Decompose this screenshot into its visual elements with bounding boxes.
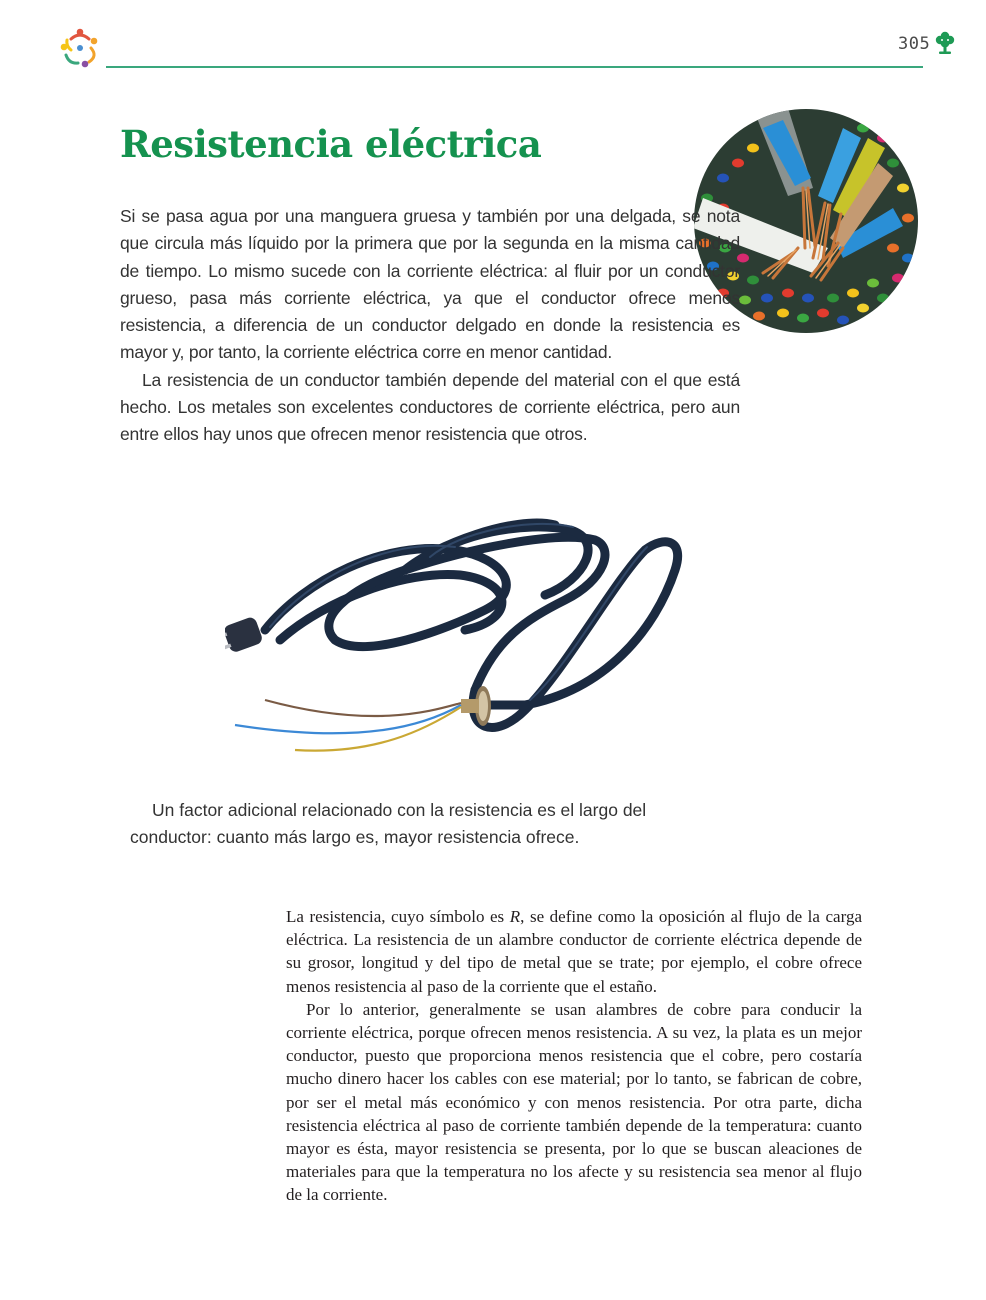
intro-paragraph-2: La resistencia de un conductor también depende del material con el que está hecho. Los metales son excelentes conductores de corriente eléctrica, pero aun entre ellos hay unos que ofrecen menor resistencia que otros. <box>120 369 740 445</box>
coiled-power-cord-photo <box>225 500 695 780</box>
sidebar-paragraph-1 <box>286 905 862 998</box>
page-title: Resistencia eléctrica <box>120 122 542 166</box>
tree-icon <box>934 31 956 55</box>
sidebar-p1-before-symbol: La resistencia, cuyo símbolo es <box>286 907 510 926</box>
photo-caption: Un factor adicional relacionado con la resistencia es el largo del conductor: cuanto más largo es, mayor resistencia ofrece. <box>130 800 647 847</box>
people-circle-logo-icon <box>58 26 102 70</box>
header-divider <box>106 66 923 68</box>
resistance-symbol: R <box>509 907 521 926</box>
intro-paragraph-1: Si se pasa agua por una manguera gruesa y también por una delgada, se nota que circula más líquido por la primera que por la segunda en la misma cantidad de tiempo. Lo mismo sucede con la corriente eléctrica: al fluir por un conductor grueso, pasa más corriente eléctrica, ya que el conductor ofrece menos resistencia, a diferencia de un conductor delgado en donde la resistencia es mayor y, por tanto, la corriente eléctrica corre en menor cantidad. <box>120 206 740 363</box>
page-number: 305 <box>898 34 931 54</box>
resistance-explanation <box>286 905 862 1207</box>
sidebar-p1-after-symbol: , se define como la oposición al flujo de la carga eléctrica. La resistencia de un alambre conductor de corriente eléctrica depende de su grosor, longitud y del tipo de metal que se trate; por ejemplo, el cobre ofrece menos resistencia al paso de la corriente que el estaño. <box>286 907 862 996</box>
sidebar-paragraph-2: Por lo anterior, generalmente se usan alambres de cobre para conducir la corriente eléctrica, porque ofrecen menos resistencia. A su vez, la plata es un mejor conductor, puesto que proporciona menos resistencia que el cobre, pero costaría mucho dinero hacer los cables con ese material; por lo tanto, se fabrican de cobre, por ser el metal más económico y con menos resistencia. Por otra parte, dicha resistencia eléctrica al paso de corriente también depende de la temperatura: cuanto mayor es ésta, mayor resistencia se presenta, por lo que se buscan aleaciones de materiales para que la temperatura no los afecte y su resistencia sea menor al flujo de la corriente. <box>286 999 862 1205</box>
intro-text <box>120 203 740 449</box>
